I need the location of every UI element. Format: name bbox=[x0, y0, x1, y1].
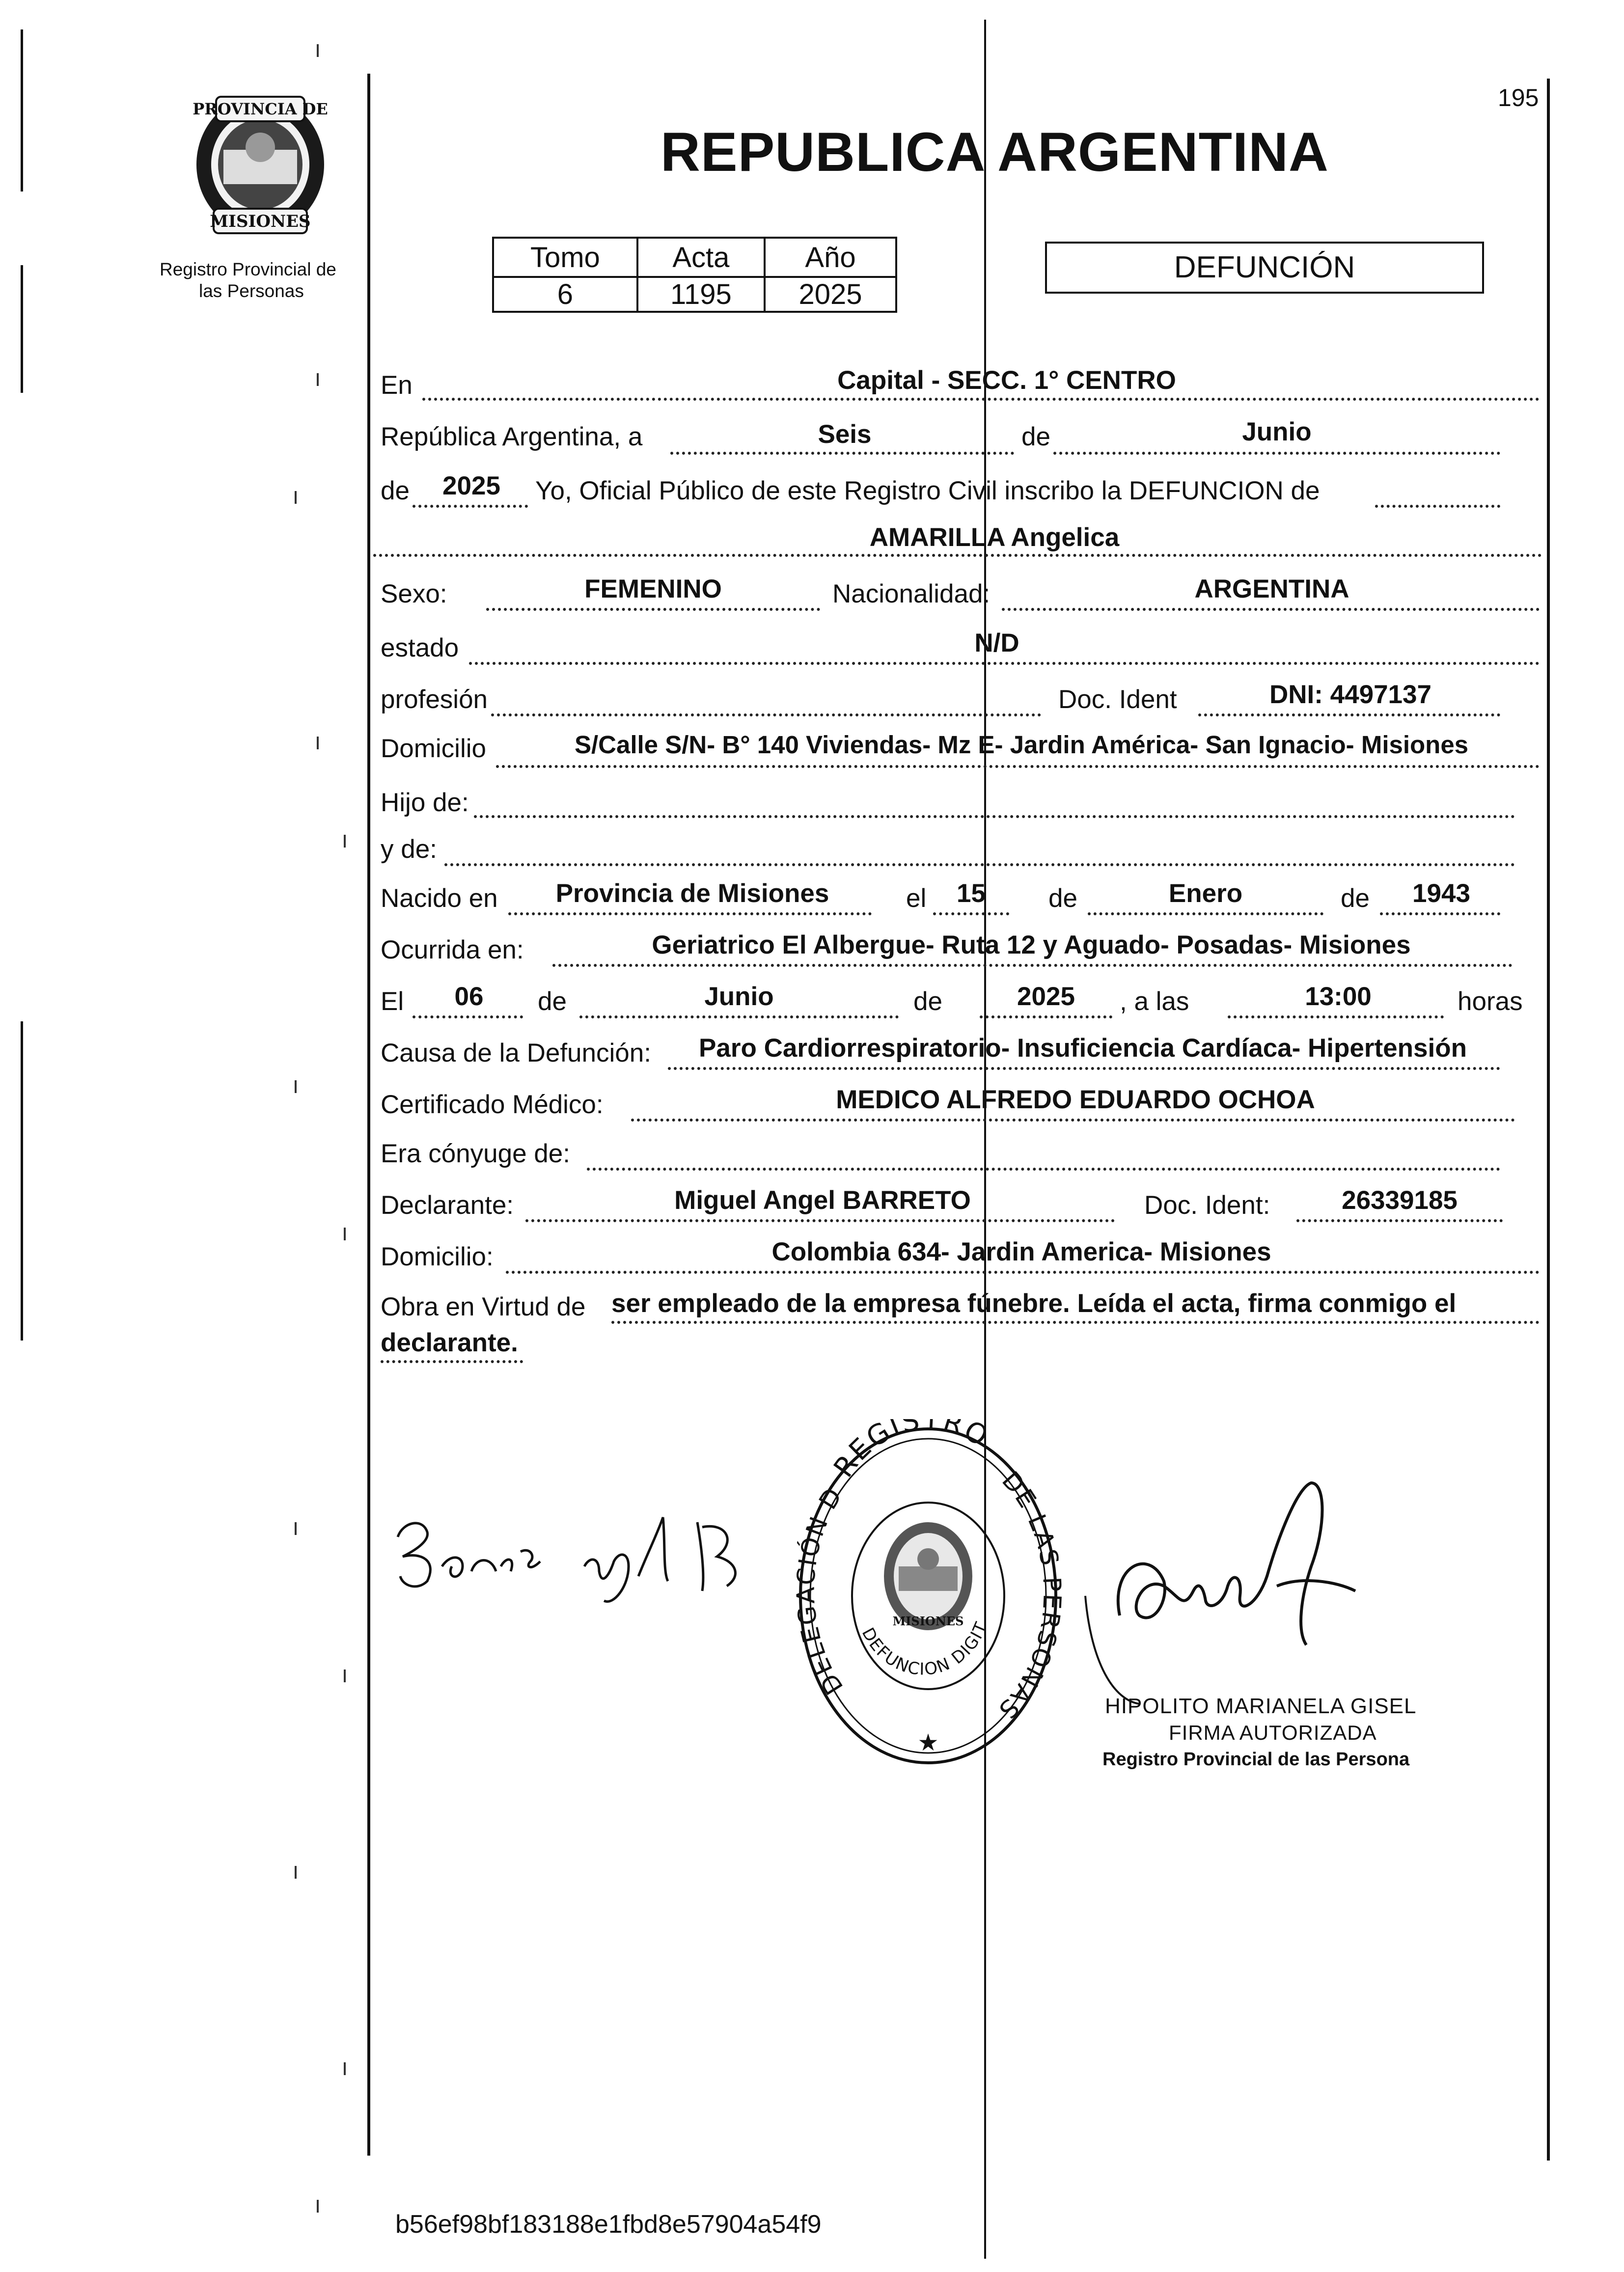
death-time-line bbox=[1228, 1015, 1444, 1018]
registration-day: Seis bbox=[818, 420, 872, 449]
conyuge-line bbox=[587, 1168, 1500, 1171]
svg-text:★: ★ bbox=[917, 1729, 939, 1756]
year-de-label: de bbox=[381, 476, 410, 505]
margin-dash bbox=[344, 2062, 346, 2075]
death-el-label: El bbox=[381, 987, 404, 1016]
sexo-line bbox=[486, 608, 820, 611]
margin-dash bbox=[295, 1522, 297, 1535]
left-margin-line-1 bbox=[21, 29, 23, 192]
fold-line bbox=[984, 20, 986, 2259]
margin-dash bbox=[317, 737, 319, 749]
domicilio2-line bbox=[506, 1271, 1540, 1274]
oval-stamp-icon bbox=[791, 1419, 1066, 1773]
obra-value-line1: ser empleado de la empresa fúnebre. Leída el acta, firma conmigo el bbox=[611, 1289, 1457, 1318]
registry-name-line2: las Personas bbox=[199, 281, 304, 301]
declarant-signature bbox=[383, 1493, 766, 1611]
left-margin-line-3 bbox=[21, 1021, 23, 1341]
nacionalidad-value: ARGENTINA bbox=[1194, 575, 1349, 603]
estado-line bbox=[469, 662, 1540, 665]
republica-de-label: de bbox=[1021, 422, 1050, 451]
declarante-doc-line bbox=[1296, 1219, 1503, 1222]
registration-year: 2025 bbox=[442, 471, 500, 500]
declarante-label: Declarante: bbox=[381, 1191, 514, 1220]
doc-ident-label: Doc. Ident bbox=[1058, 685, 1177, 714]
death-place: Geriatrico El Albergue- Ruta 12 y Aguado- Posadas- Misiones bbox=[652, 931, 1411, 959]
estado-label: estado bbox=[381, 633, 459, 662]
conyuge-label: Era cónyuge de: bbox=[381, 1139, 570, 1168]
registration-month: Junio bbox=[1242, 417, 1312, 446]
official-statement: Yo, Oficial Público de este Registro Civil inscribo la DEFUNCION de bbox=[535, 476, 1320, 505]
en-value: Capital - SECC. 1° CENTRO bbox=[837, 366, 1176, 395]
domicilio2-label: Domicilio: bbox=[381, 1242, 494, 1271]
nacido-label: Nacido en bbox=[381, 884, 498, 913]
deceased-name: AMARILLA Angelica bbox=[869, 523, 1120, 552]
margin-dash bbox=[295, 491, 297, 504]
death-month: Junio bbox=[704, 982, 774, 1011]
svg-text:DEFUNCION DIGITAL: DEFUNCION DIGIT bbox=[857, 1620, 991, 1680]
birth-month-line bbox=[1088, 912, 1323, 915]
svg-text:DE LAS PERSONAS: DE LAS PERSONAS bbox=[992, 1466, 1066, 1725]
death-horas-label: horas bbox=[1458, 987, 1523, 1016]
handwritten-signature-icon bbox=[383, 1493, 766, 1611]
birth-el-label: el bbox=[906, 884, 927, 913]
death-day-line bbox=[413, 1015, 523, 1018]
obra-label: Obra en Virtud de bbox=[381, 1292, 586, 1321]
margin-dash bbox=[344, 1670, 346, 1682]
official-signature bbox=[1080, 1468, 1414, 1714]
registration-day-line bbox=[670, 452, 1014, 455]
page-number: 195 bbox=[1498, 84, 1539, 111]
certificado-value: MEDICO ALFREDO EDUARDO OCHOA bbox=[836, 1085, 1315, 1114]
document-type: DEFUNCIÓN bbox=[1174, 250, 1355, 284]
y-de-line bbox=[444, 863, 1515, 866]
certificado-line bbox=[631, 1119, 1515, 1122]
death-alas-label: , a las bbox=[1120, 987, 1189, 1016]
death-day: 06 bbox=[454, 982, 484, 1011]
birth-year: 1943 bbox=[1412, 879, 1470, 908]
profesion-label: profesión bbox=[381, 685, 488, 714]
y-de-label: y de: bbox=[381, 835, 437, 864]
tomo-value: 6 bbox=[493, 277, 637, 312]
domicilio-label: Domicilio bbox=[381, 734, 486, 763]
page-left-border bbox=[367, 74, 370, 2156]
certificado-label: Certificado Médico: bbox=[381, 1090, 604, 1119]
en-dotted-line bbox=[422, 398, 1540, 401]
hijo-de-label: Hijo de: bbox=[381, 788, 469, 817]
birth-de-label-2: de bbox=[1341, 884, 1370, 913]
nacionalidad-label: Nacionalidad: bbox=[832, 579, 991, 608]
birth-year-line bbox=[1380, 912, 1500, 915]
svg-text:DELEGACIÓN DEL: DELEGACIÓN D bbox=[791, 1481, 849, 1700]
deceased-name-line bbox=[373, 554, 1542, 557]
en-label: En bbox=[381, 371, 413, 400]
death-place-line bbox=[552, 964, 1513, 967]
document-type-box bbox=[1045, 242, 1484, 294]
svg-text:MISIONES: MISIONES bbox=[210, 212, 311, 231]
volume-record-table bbox=[492, 237, 897, 313]
svg-text:PROVINCIA DE: PROVINCIA DE bbox=[193, 100, 328, 118]
estado-value: N/D bbox=[974, 629, 1019, 657]
doc-ident-line bbox=[1198, 713, 1500, 716]
death-year-line bbox=[980, 1015, 1112, 1018]
ano-header: Año bbox=[765, 238, 896, 277]
obra-line-2 bbox=[381, 1360, 523, 1363]
sexo-label: Sexo: bbox=[381, 579, 447, 608]
profesion-line bbox=[491, 713, 1041, 716]
left-margin-line-2 bbox=[21, 265, 23, 393]
official-org: Registro Provincial de las Persona bbox=[1102, 1749, 1410, 1770]
tomo-header: Tomo bbox=[493, 238, 637, 277]
svg-text:REGISTRO: REGISTRO bbox=[827, 1419, 995, 1483]
volume-table-header-row bbox=[493, 238, 896, 277]
hijo-de-line bbox=[474, 815, 1515, 818]
ano-value: 2025 bbox=[765, 277, 896, 312]
domicilio2-value: Colombia 634- Jardin America- Misiones bbox=[771, 1237, 1271, 1266]
province-seal bbox=[189, 86, 331, 238]
doc-ident-value: DNI: 4497137 bbox=[1269, 680, 1431, 709]
margin-dash bbox=[295, 1080, 297, 1093]
nacionalidad-line bbox=[1002, 608, 1540, 611]
registration-month-line bbox=[1053, 452, 1500, 455]
declarante-doc-value: 26339185 bbox=[1342, 1186, 1458, 1215]
registry-stamp bbox=[791, 1419, 1066, 1773]
margin-dash bbox=[317, 373, 319, 386]
birth-de-label-1: de bbox=[1048, 884, 1077, 913]
official-name: HIPOLITO MARIANELA GISEL bbox=[1105, 1694, 1417, 1718]
domicilio-value: S/Calle S/N- B° 140 Viviendas- Mz E- Jardin América- San Ignacio- Misiones bbox=[574, 731, 1469, 759]
declarante-doc-label: Doc. Ident: bbox=[1144, 1191, 1270, 1220]
birth-place-line bbox=[508, 912, 872, 915]
domicilio-line bbox=[496, 765, 1540, 768]
margin-dash bbox=[295, 1866, 297, 1879]
birth-place: Provincia de Misiones bbox=[555, 879, 829, 908]
registration-year-line bbox=[413, 505, 528, 508]
republica-label: República Argentina, a bbox=[381, 422, 643, 451]
declarante-line bbox=[525, 1219, 1115, 1222]
ocurrida-label: Ocurrida en: bbox=[381, 935, 524, 964]
death-de-label-1: de bbox=[538, 987, 567, 1016]
acta-value: 1195 bbox=[637, 277, 765, 312]
death-de-label-2: de bbox=[913, 987, 942, 1016]
death-month-line bbox=[579, 1015, 899, 1018]
death-time: 13:00 bbox=[1305, 982, 1372, 1011]
acta-header: Acta bbox=[637, 238, 765, 277]
obra-line-1 bbox=[611, 1321, 1540, 1324]
causa-label: Causa de la Defunción: bbox=[381, 1039, 651, 1068]
province-seal-icon bbox=[189, 86, 331, 238]
death-cause: Paro Cardiorrespiratorio- Insuficiencia Cardíaca- Hipertensión bbox=[699, 1034, 1467, 1063]
margin-dash bbox=[317, 2200, 319, 2213]
birth-month: Enero bbox=[1168, 879, 1243, 908]
volume-table-value-row bbox=[493, 277, 896, 312]
birth-day: 15 bbox=[957, 879, 986, 908]
declarante-value: Miguel Angel BARRETO bbox=[674, 1186, 971, 1215]
margin-dash bbox=[344, 835, 346, 848]
sexo-value: FEMENINO bbox=[584, 575, 722, 603]
handwritten-signature-icon bbox=[1080, 1468, 1414, 1714]
svg-text:MISIONES: MISIONES bbox=[892, 1614, 964, 1628]
birth-day-line bbox=[933, 912, 1009, 915]
death-cause-line bbox=[668, 1067, 1500, 1070]
margin-dash bbox=[317, 44, 319, 57]
obra-value-line2: declarante. bbox=[381, 1328, 518, 1357]
margin-dash bbox=[344, 1228, 346, 1240]
official-role: FIRMA AUTORIZADA bbox=[1169, 1721, 1377, 1744]
document-title: REPUBLICA ARGENTINA bbox=[661, 121, 1329, 183]
registry-name-line1: Registro Provincial de bbox=[160, 259, 336, 279]
death-year: 2025 bbox=[1017, 982, 1075, 1011]
official-statement-line bbox=[1375, 505, 1500, 508]
document-hash: b56ef98bf183188e1fbd8e57904a54f9 bbox=[395, 2210, 822, 2239]
page-right-border bbox=[1547, 79, 1550, 2161]
